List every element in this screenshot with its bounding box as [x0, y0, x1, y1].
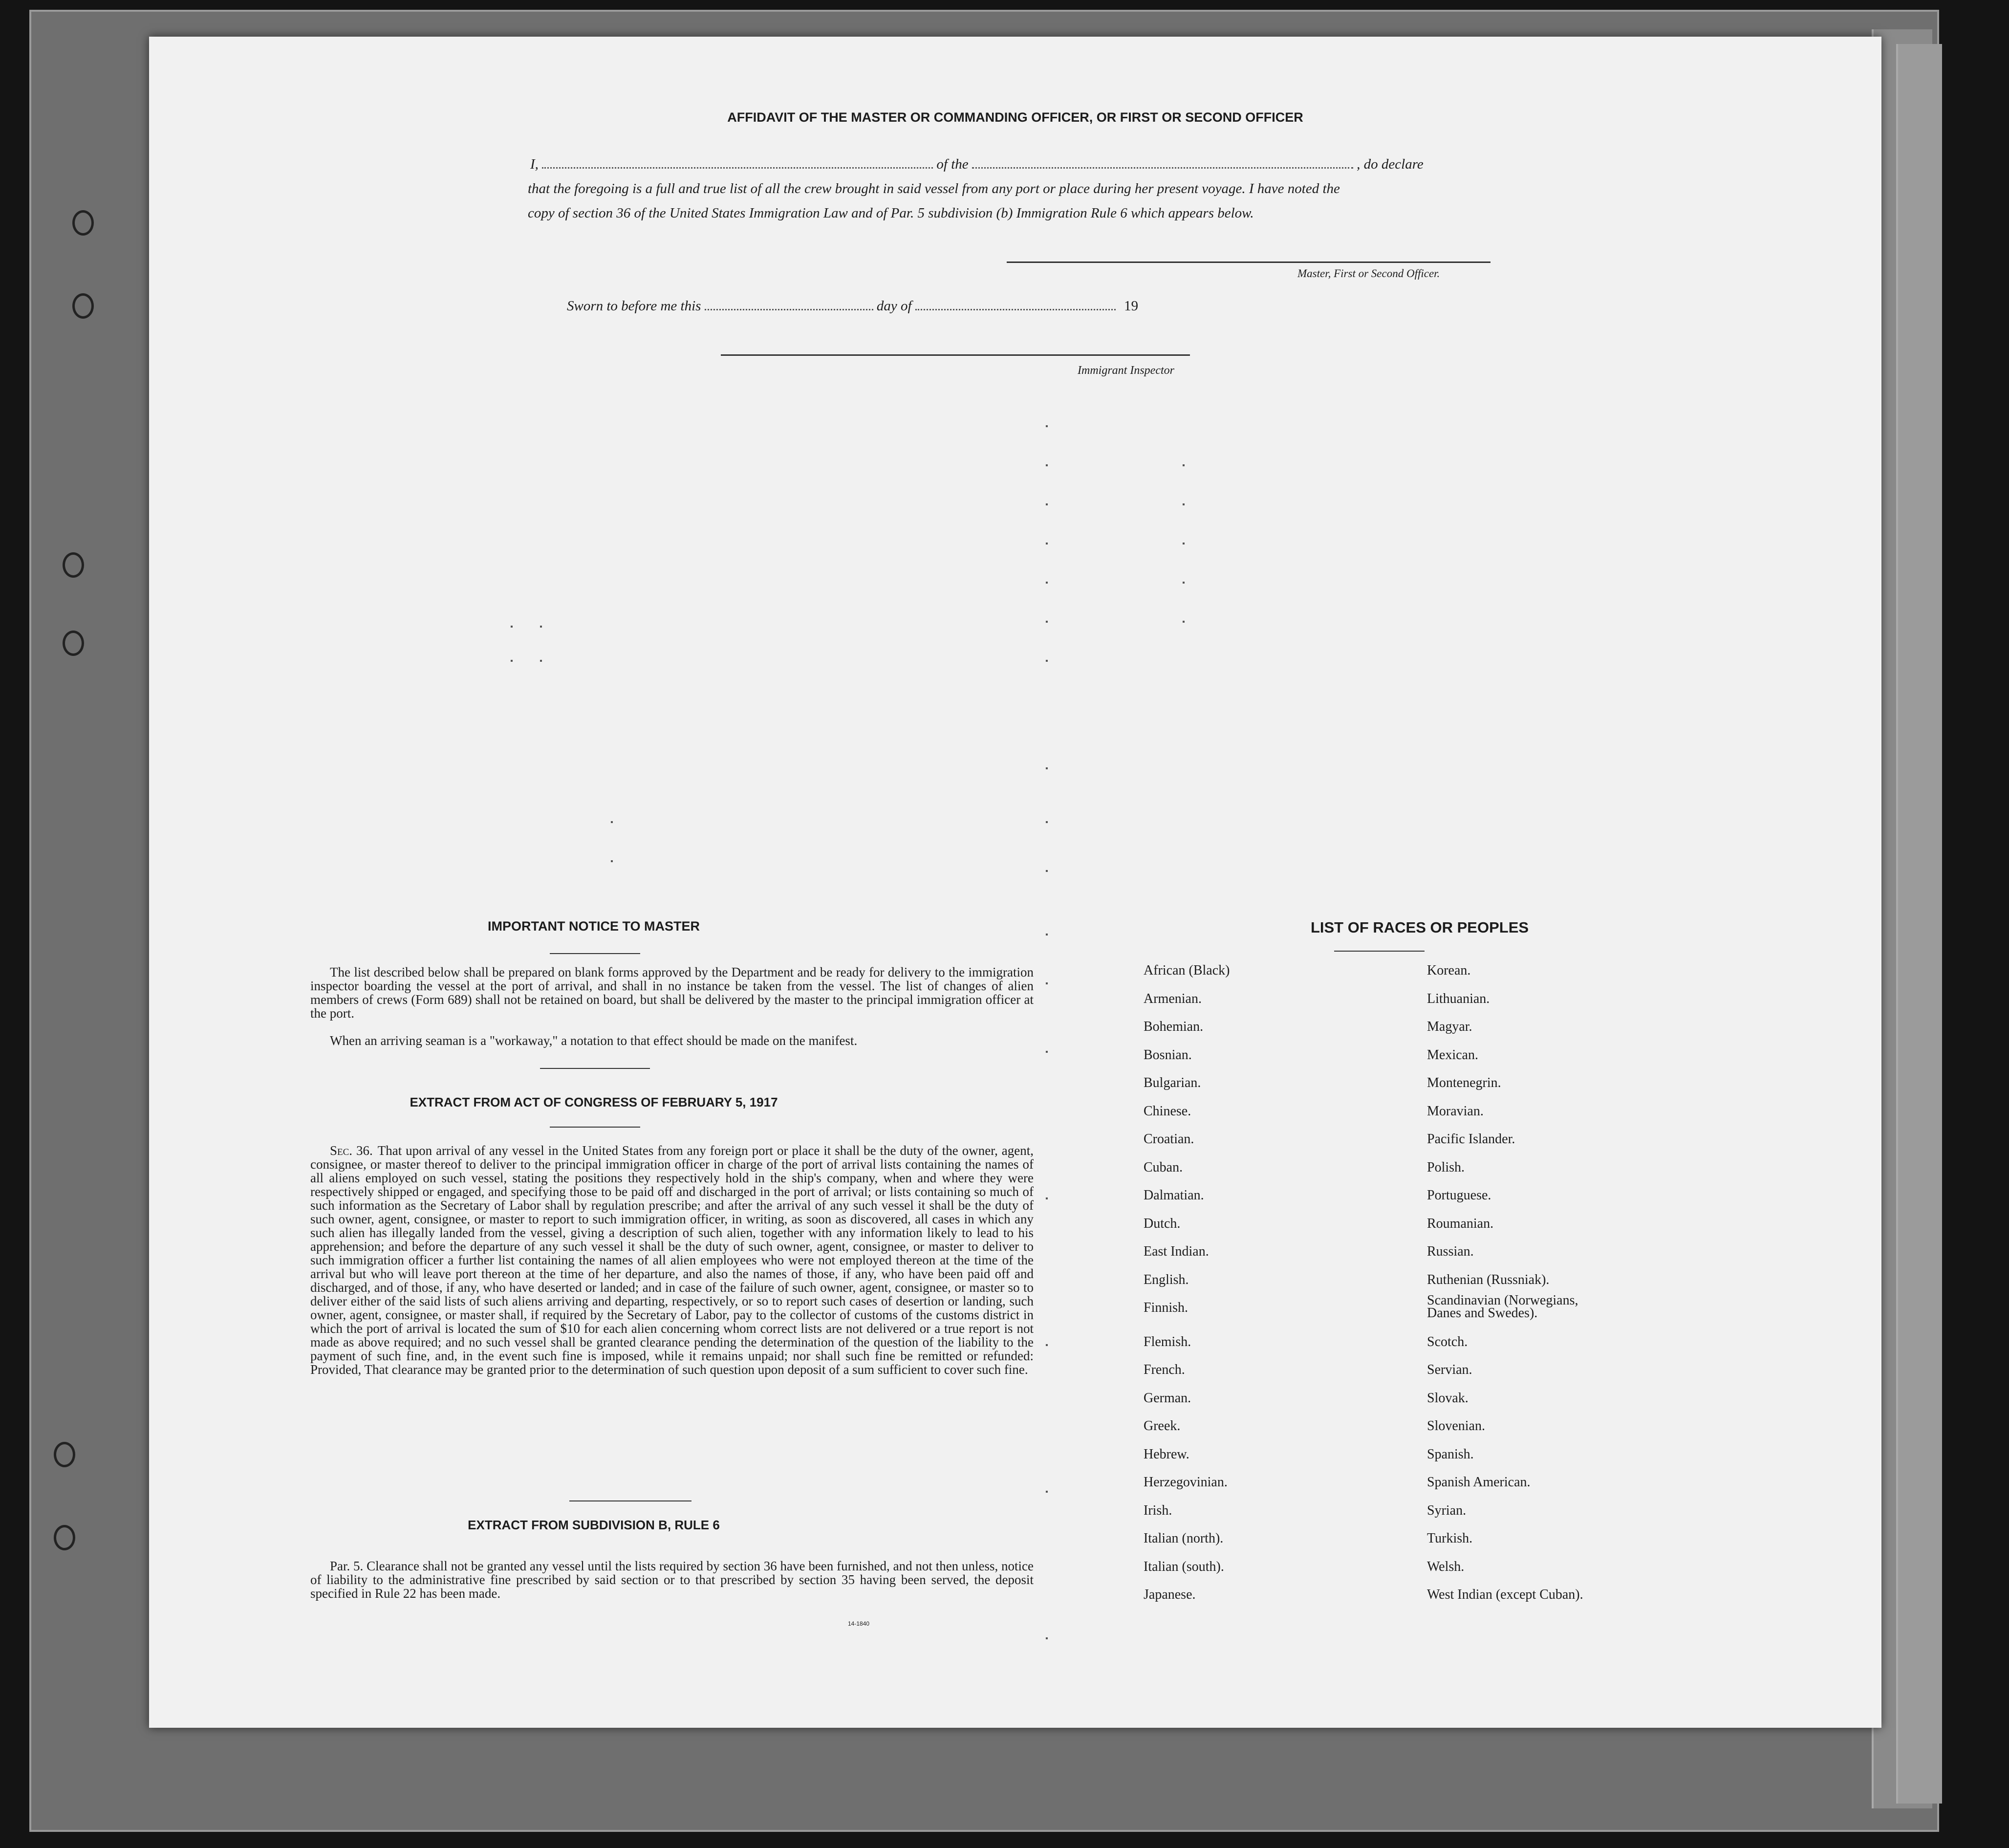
- i-label: I,: [530, 156, 539, 172]
- print-dot: [1046, 1197, 1048, 1199]
- binder-hole: [72, 210, 94, 236]
- race-left-item: Armenian.: [1144, 991, 1202, 1006]
- race-left-item: Chinese.: [1144, 1103, 1191, 1119]
- print-dot: [1183, 543, 1185, 544]
- race-right-item: Slovak.: [1427, 1390, 1469, 1406]
- print-dot: [540, 660, 542, 662]
- race-right-item: Syrian.: [1427, 1502, 1467, 1518]
- race-left-item: French.: [1144, 1362, 1185, 1377]
- title-rule: [1334, 951, 1425, 952]
- rule-extract-title: EXTRACT FROM SUBDIVISION B, RULE 6: [468, 1518, 720, 1532]
- race-left-item: Herzegovinian.: [1144, 1475, 1228, 1490]
- affidavit-line-3: copy of section 36 of the United States Immigration Law and of Par. 5 subdivision (b) Immigration Rule 6 which appears below.: [528, 205, 1254, 221]
- race-left-item: Flemish.: [1144, 1334, 1191, 1349]
- race-right-item: Welsh.: [1427, 1559, 1465, 1574]
- inspector-signature-line[interactable]: [721, 354, 1190, 356]
- race-right-item: West Indian (except Cuban).: [1427, 1587, 1583, 1602]
- race-left-item: Bosnian.: [1144, 1047, 1192, 1063]
- affidavit-line-1: [530, 156, 1424, 173]
- name-blank[interactable]: [542, 167, 933, 169]
- print-dot: [1046, 660, 1048, 662]
- print-dot: [1046, 1051, 1048, 1053]
- master-signature-label: Master, First or Second Officer.: [1297, 267, 1440, 280]
- section-label: Sec. 36.: [330, 1143, 373, 1158]
- sworn-label: Sworn to before me this: [567, 298, 701, 314]
- print-dot: [540, 626, 542, 628]
- race-right-item: Mexican.: [1427, 1047, 1478, 1063]
- section-rule: [540, 1068, 650, 1069]
- print-dot: [1046, 1637, 1048, 1639]
- rule-paragraph-5: Par. 5. Clearance shall not be granted any vessel until the lists required by section 36 have been furnished, and not then unless, notice of liability to the administrative fine prescribed by said section or to that prescribed by section 35 having been served, the deposit specified in Rule 22 has been made.: [310, 1559, 1034, 1601]
- race-right-item: Spanish American.: [1427, 1475, 1531, 1490]
- race-left-item: East Indian.: [1144, 1244, 1209, 1259]
- print-dot: [1183, 464, 1185, 466]
- sworn-line: [567, 298, 1138, 314]
- year-prefix: 19: [1124, 298, 1139, 314]
- race-right-item: Magyar.: [1427, 1019, 1472, 1034]
- race-left-item: African (Black): [1144, 963, 1230, 978]
- print-dot: [611, 821, 613, 823]
- act-extract-title: EXTRACT FROM ACT OF CONGRESS OF FEBRUARY 5, 1917: [410, 1095, 778, 1109]
- binder-hole: [54, 1442, 75, 1467]
- race-right-item: Spanish.: [1427, 1446, 1474, 1462]
- print-dot: [1046, 543, 1048, 544]
- race-right-item: Portuguese.: [1427, 1188, 1491, 1203]
- race-right-item: Scandinavian (Norwegians, Danes and Swedes).: [1427, 1293, 1578, 1321]
- race-right-item: Lithuanian.: [1427, 991, 1490, 1006]
- print-dot: [611, 860, 613, 862]
- race-right-item: Pacific Islander.: [1427, 1131, 1515, 1147]
- print-dot: [1046, 821, 1048, 823]
- race-right-item: Russian.: [1427, 1244, 1474, 1259]
- races-title: LIST OF RACES OR PEOPLES: [1310, 919, 1529, 936]
- race-right-item: Turkish.: [1427, 1531, 1473, 1546]
- race-left-item: Bulgarian.: [1144, 1075, 1201, 1090]
- race-left-item: English.: [1144, 1272, 1189, 1287]
- binder-hole: [54, 1525, 75, 1550]
- race-right-item: Korean.: [1427, 963, 1471, 978]
- vessel-blank[interactable]: [972, 167, 1353, 169]
- title-rule: [550, 1127, 640, 1128]
- race-left-item: Hebrew.: [1144, 1446, 1189, 1462]
- race-right-item: Moravian.: [1427, 1103, 1484, 1119]
- do-declare-label: , do declare: [1357, 156, 1424, 172]
- print-dot: [1046, 1344, 1048, 1346]
- affidavit-title: AFFIDAVIT OF THE MASTER OR COMMANDING OFFICER, OR FIRST OR SECOND OFFICER: [727, 110, 1303, 125]
- notice-paragraph-2: When an arriving seaman is a "workaway," a notation to that effect should be made on the manifest.: [330, 1033, 858, 1048]
- race-left-item: Dutch.: [1144, 1216, 1181, 1231]
- race-left-item: Italian (south).: [1144, 1559, 1224, 1574]
- race-right-item: Montenegrin.: [1427, 1075, 1501, 1090]
- sworn-day-blank[interactable]: [705, 309, 873, 310]
- race-right-item: Ruthenian (Russniak).: [1427, 1272, 1550, 1287]
- title-rule: [550, 953, 640, 954]
- print-dot: [1046, 982, 1048, 984]
- print-dot: [1046, 464, 1048, 466]
- print-dot: [1046, 870, 1048, 872]
- form-number: 14-1840: [848, 1620, 870, 1627]
- notice-title: IMPORTANT NOTICE TO MASTER: [488, 919, 700, 934]
- race-left-item: Croatian.: [1144, 1131, 1194, 1147]
- binder-hole: [72, 293, 94, 319]
- print-dot: [1046, 425, 1048, 427]
- race-left-item: Bohemian.: [1144, 1019, 1204, 1034]
- form-page: [149, 37, 1881, 1728]
- race-left-item: Dalmatian.: [1144, 1188, 1204, 1203]
- race-left-item: Irish.: [1144, 1502, 1172, 1518]
- print-dot: [511, 660, 513, 662]
- print-dot: [1183, 621, 1185, 623]
- race-right-item: Roumanian.: [1427, 1216, 1494, 1231]
- print-dot: [1183, 582, 1185, 584]
- race-left-item: Finnish.: [1144, 1300, 1188, 1315]
- race-left-item: Japanese.: [1144, 1587, 1196, 1602]
- master-signature-line[interactable]: [1007, 261, 1491, 263]
- sworn-month-blank[interactable]: [915, 309, 1116, 310]
- print-dot: [1046, 503, 1048, 505]
- of-the-label: of the: [936, 156, 969, 172]
- day-of-label: day of: [876, 298, 912, 314]
- affidavit-line-2: that the foregoing is a full and true list of all the crew brought in said vessel from any port or place during her present voyage. I have noted the: [528, 181, 1340, 196]
- page-edge-strip: [1896, 44, 1942, 1804]
- act-section-36: [310, 1144, 1034, 1376]
- print-dot: [1046, 582, 1048, 584]
- inspector-label: Immigrant Inspector: [1078, 364, 1174, 377]
- race-left-item: Cuban.: [1144, 1159, 1183, 1175]
- binder-hole: [63, 552, 84, 578]
- race-left-item: Greek.: [1144, 1418, 1181, 1434]
- section-36-text: That upon arrival of any vessel in the United States from any foreign port or place it shall be the duty of the owner, agent, consignee, or master thereof to deliver to the principal immigration officer in charge of the port of arrival lists containing the names of all aliens employed on such vessel, stating the positions they respectively hold in the ship's company, when and where they were respectively shipped or engaged, and specifying those to be paid off and discharged in the port of arrival; or lists containing so much of such information as the Secretary of Labor shall by regulation prescribe; and after the arrival of any such vessel it shall be the duty of such owner, agent, consignee, or master to report to such immigration officer, in writing, as soon as discovered, all cases in which any such alien has illegally landed from the vessel, giving a description of such alien, together with any information likely to lead to his apprehension; and before the departure of any such vessel it shall be the duty of such owner, agent, consignee, or master to deliver to such immigration officer a further list containing the names of all alien employees who were not employed thereon at the time of the arrival but who will leave port thereon at the time of her departure, and also the names of those, if any, who have been paid off and discharged, and of those, if any, who have deserted or landed; and in case of the failure of such owner, agent, consignee, or master so to deliver either of the said lists of such aliens arriving and departing, respectively, or so to report such cases of desertion or landing, such owner, agent, consignee, or master shall, if required by the Secretary of Labor, pay to the collector of customs of the customs district in which the port of arrival is located the sum of $10 for each alien concerning whom correct lists are not delivered or a true report is not made as above required; and no such vessel shall be granted clearance pending the determination of the question of the liability to the payment of such fine, and, in the event such fine is imposed, while it remains unpaid; nor shall such fine be remitted or refunded: Provided, That clearance may be granted prior to the determination of such question upon deposit of a sum sufficient to cover such fine.: [310, 1143, 1034, 1377]
- print-dot: [1046, 621, 1048, 623]
- race-left-item: Italian (north).: [1144, 1531, 1224, 1546]
- race-right-item: Polish.: [1427, 1159, 1465, 1175]
- race-right-item: Scotch.: [1427, 1334, 1468, 1349]
- print-dot: [1046, 1491, 1048, 1493]
- print-dot: [1183, 503, 1185, 505]
- print-dot: [1046, 934, 1048, 935]
- print-dot: [1046, 767, 1048, 769]
- race-right-item: Slovenian.: [1427, 1418, 1485, 1434]
- binder-hole: [63, 630, 84, 656]
- notice-paragraph-1: The list described below shall be prepared on blank forms approved by the Department and be ready for delivery to the immigration inspector boarding the vessel at the port of arrival, and shall in no instance be taken from the vessel. The list of changes of alien members of crews (Form 689) shall not be retained on board, but shall be delivered by the master to the principal immigration officer at the port.: [310, 965, 1034, 1021]
- race-left-item: German.: [1144, 1390, 1191, 1406]
- race-right-item: Servian.: [1427, 1362, 1472, 1377]
- print-dot: [511, 626, 513, 628]
- section-rule: [569, 1500, 691, 1501]
